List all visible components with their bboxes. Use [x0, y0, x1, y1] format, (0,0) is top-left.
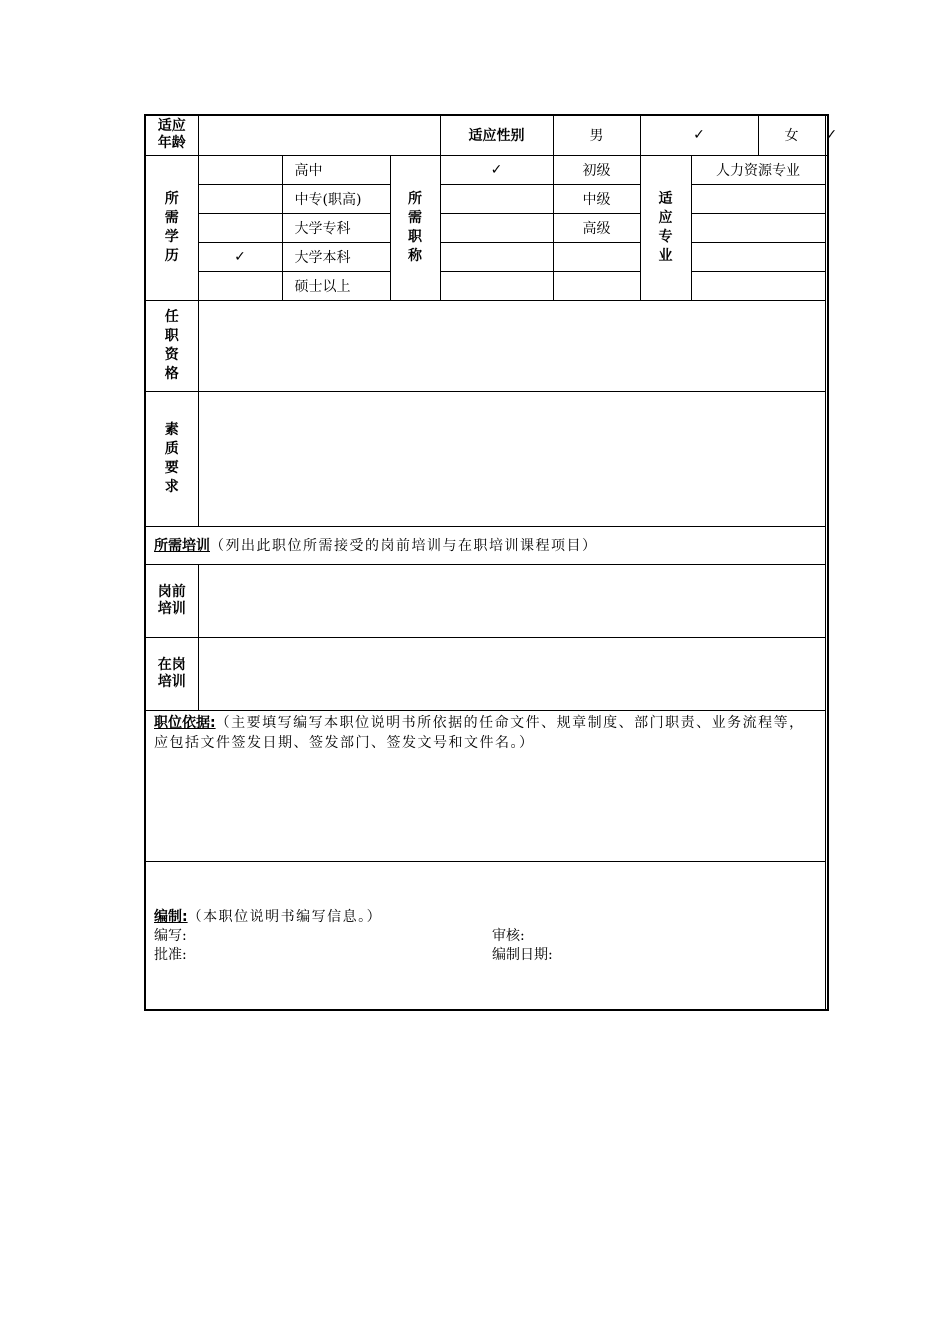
approver-field[interactable]: 批准:: [154, 946, 187, 963]
age-gender-row: [145, 115, 828, 155]
education-level: 硕士以上: [282, 271, 390, 300]
basis-row: [145, 710, 828, 861]
pre-training-label: 岗前 培训: [145, 564, 198, 637]
education-check[interactable]: [198, 155, 282, 184]
basis-note: （主要填写编写本职位说明书所依据的任命文件、规章制度、部门职责、业务流程等，应包括文件签发日期、签发部门、签发文号和文件名。）: [154, 714, 805, 751]
training-title: 所需培训: [154, 538, 210, 554]
major-value[interactable]: 人力资源专业: [691, 155, 825, 184]
title-check[interactable]: [440, 184, 553, 213]
education-level: 中专(职高): [282, 184, 390, 213]
qualification-row: [145, 300, 828, 391]
on-training-label: 在岗 培训: [145, 637, 198, 710]
major-value[interactable]: [691, 271, 825, 300]
male-label: 男: [553, 115, 640, 155]
title-check[interactable]: [440, 271, 553, 300]
education-level: 高中: [282, 155, 390, 184]
training-note: （列出此职位所需接受的岗前培训与在职培训课程项目）: [210, 538, 598, 554]
title-level: [553, 242, 640, 271]
title-level: 初级: [553, 155, 640, 184]
gender-label: 适应性别: [440, 115, 553, 155]
title-req-label: 所 需 职 称: [390, 155, 440, 300]
title-level: 高级: [553, 213, 640, 242]
pre-training-row: [145, 564, 828, 637]
major-value[interactable]: [691, 242, 825, 271]
writer-field[interactable]: 编写:: [154, 927, 187, 944]
education-level: 大学本科: [282, 242, 390, 271]
quality-row: [145, 391, 828, 526]
education-check[interactable]: ✓: [198, 242, 282, 271]
job-description-table: [144, 114, 838, 1011]
major-label: 适 应 专 业: [640, 155, 691, 300]
qualification-content[interactable]: [198, 300, 825, 391]
compile-title: 编制:: [154, 908, 188, 925]
title-check[interactable]: ✓: [440, 155, 553, 184]
education-check[interactable]: [198, 271, 282, 300]
on-training-row: [145, 637, 828, 710]
qualification-label: 任 职 资 格: [145, 300, 198, 391]
title-level: 中级: [553, 184, 640, 213]
quality-content[interactable]: [198, 391, 825, 526]
education-label: 所 需 学 历: [145, 155, 198, 300]
basis-title: 职位依据:: [154, 714, 216, 731]
education-check[interactable]: [198, 184, 282, 213]
title-level: [553, 271, 640, 300]
training-heading-row: [145, 526, 828, 564]
compile-date-field[interactable]: 编制日期:: [492, 946, 553, 963]
quality-label: 素 质 要 求: [145, 391, 198, 526]
major-value[interactable]: [691, 213, 825, 242]
female-check[interactable]: ✓: [825, 115, 828, 155]
female-label: 女: [758, 115, 825, 155]
age-value[interactable]: [198, 115, 440, 155]
training-heading: [145, 526, 825, 564]
compile-row: [145, 861, 828, 1010]
major-value[interactable]: [691, 184, 825, 213]
compile-note: （本职位说明书编写信息。）: [187, 908, 383, 925]
basis-cell[interactable]: [145, 710, 825, 861]
age-label: 适应 年龄: [145, 115, 198, 155]
on-training-content[interactable]: [198, 637, 825, 710]
education-check[interactable]: [198, 213, 282, 242]
male-check[interactable]: ✓: [640, 115, 758, 155]
pre-training-content[interactable]: [198, 564, 825, 637]
compile-cell: [145, 861, 825, 1010]
reviewer-field[interactable]: 审核:: [492, 927, 525, 944]
education-level: 大学专科: [282, 213, 390, 242]
title-check[interactable]: [440, 242, 553, 271]
title-check[interactable]: [440, 213, 553, 242]
